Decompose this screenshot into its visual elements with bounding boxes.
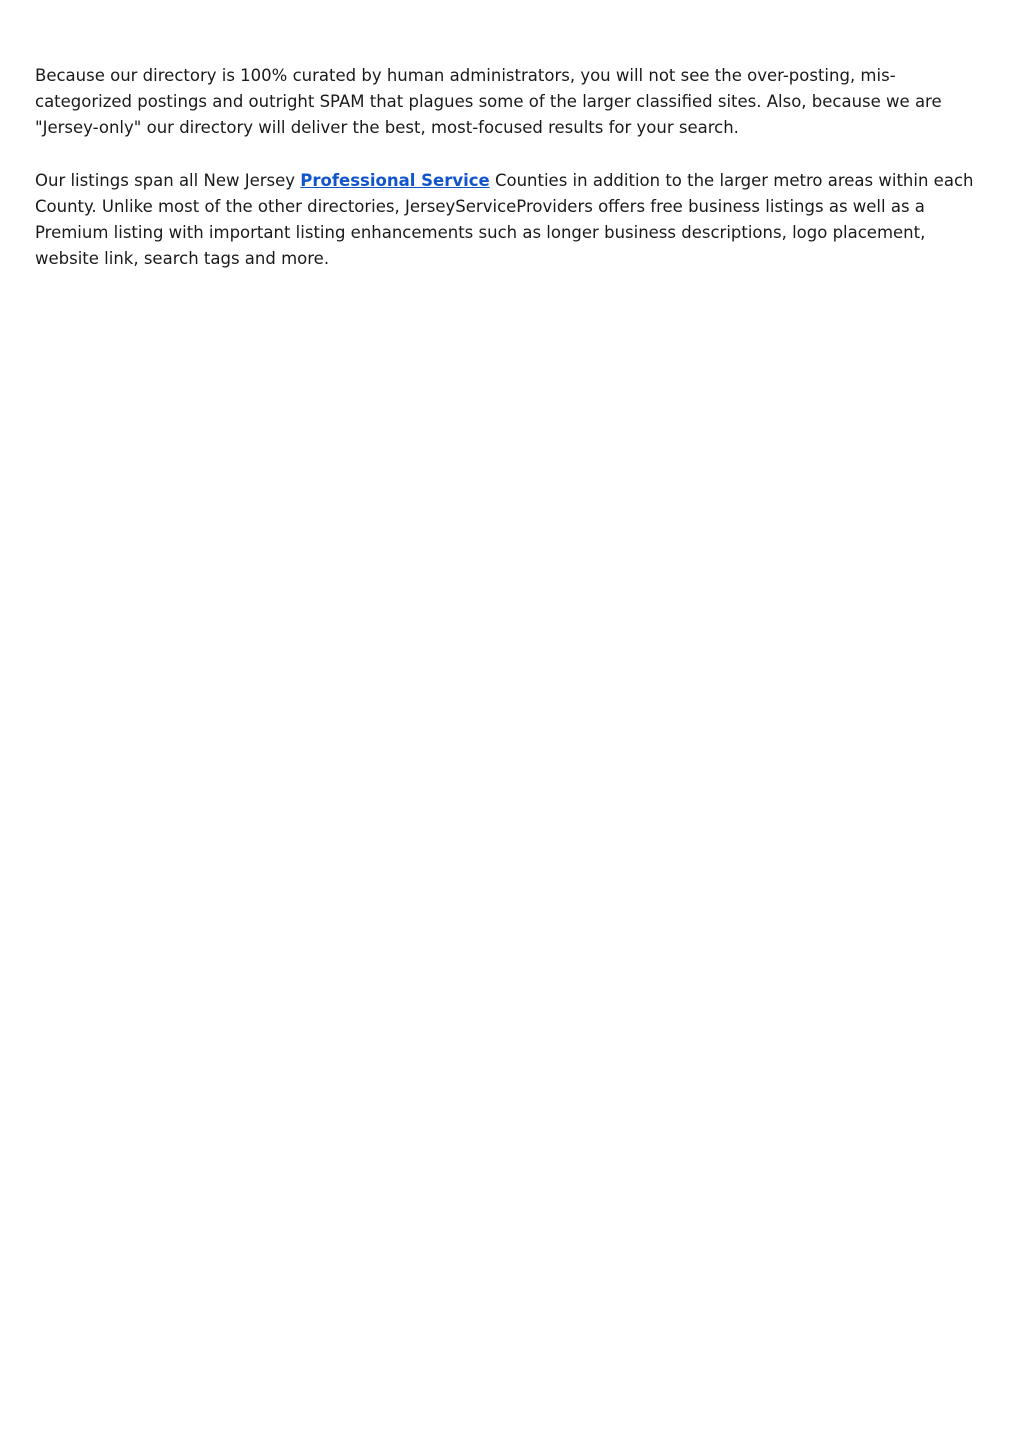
paragraph-curated-directory: Because our directory is 100% curated by human administrators, you will not see the over-posting, mis-categorized postings and outright SPAM that plagues some of the larger classified sites. Also, because we are "Jersey-only" our directory will deliver the best, most-focused results for your search. [35, 66, 942, 137]
document-body [35, 63, 985, 272]
paragraph-listings-lead: Our listings span all New Jersey [35, 171, 301, 190]
paragraph-listings-rest: Counties in addition to the larger metro areas within each County. Unlike most of the other directories, JerseyServiceProviders offers free business listings as well as a Premium listing with important listing enhancements such as longer business descriptions, logo placement, website link, search tags and more. [35, 171, 974, 268]
professional-service-link[interactable]: Professional Service [300, 171, 490, 190]
paragraph-listings [35, 168, 985, 272]
